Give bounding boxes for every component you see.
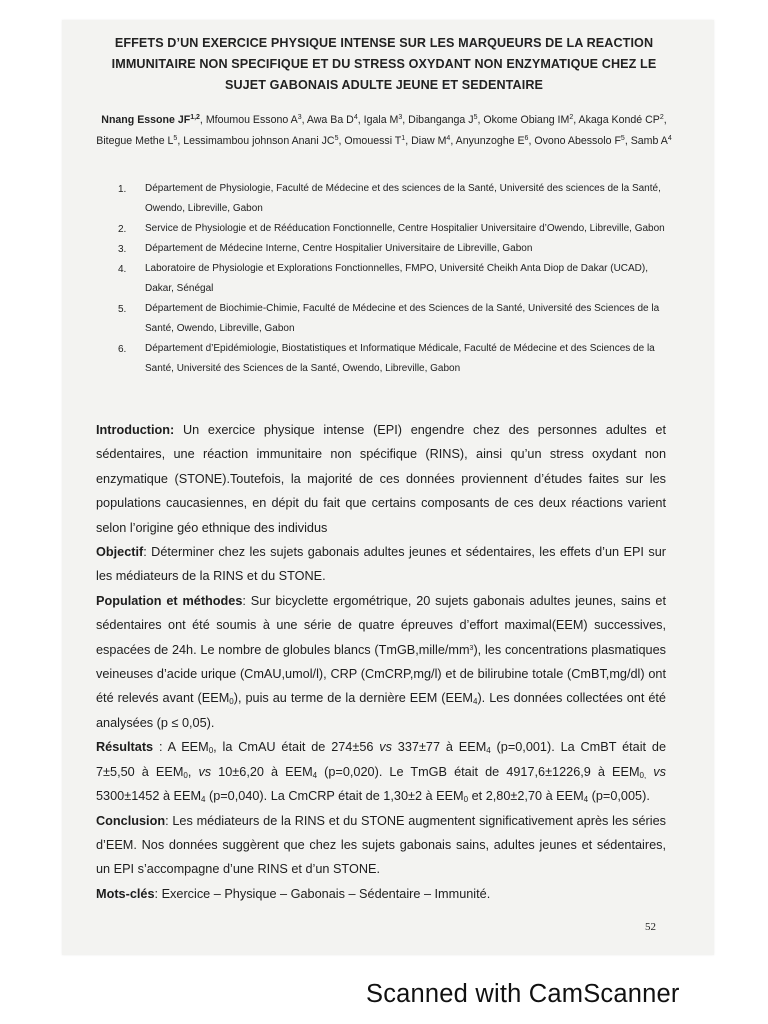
affiliation-text: Département d’Epidémiologie, Biostatistiques et Informatique Médicale, Faculté de Médecine et des Sciences de la Santé, Université des Sciences de la Santé, Owendo, Libreville, Gabon <box>145 343 655 374</box>
author: Okome Obiang IM <box>483 114 570 126</box>
affiliation-item <box>112 339 672 379</box>
introduction-label: Introduction: <box>96 423 175 437</box>
author: Nnang Essone JF <box>101 114 191 126</box>
methods-label: Population et méthodes <box>96 593 243 608</box>
results-paragraph: Résultats : A $EEM_0$, la CmAU était de 274±56 vs 337±77 à $EEM_4$ (p=0,001). La CmBT était de 7±5,50 à $EEM_0$, vs 10±6,20 à $EEM_4$ (p=0,020). Le TmGB était de 4917,6±1226,9 à $EEM_{0,}$ vs 5300±1452 à $EEM_4$ (p=0,040). La CmCRP était de 1,30±2 à $EEM_0$ et 2,80±2,70 à $EEM_4$ (p=0,005). <box>96 740 666 805</box>
author: Diaw M <box>411 135 447 147</box>
abstract-body <box>96 418 666 906</box>
introduction-paragraph: Introduction: Un exercice physique intense (EPI) engendre chez des personnes adultes et sédentaires, une réaction immunitaire non spécifique (RINS), ainsi qu’un stress oxydant non enzymatique (STONE).Toutefois, la majorité de ces données proviennent d’études faites sur les populations caucasiennes, en dépit du fait que certains composants de ces deux réactions varient selon l’origine géo ethnique des individus <box>96 423 666 535</box>
affiliation-text: Service de Physiologie et de Rééducation Fonctionnelle, Centre Hospitalier Universitaire d’Owendo, Libreville, Gabon <box>145 223 665 234</box>
objective-paragraph: Objectif: Déterminer chez les sujets gabonais adultes jeunes et sédentaires, les effets d’un EPI sur les médiateurs de la RINS et du STONE. <box>96 545 666 584</box>
author-list: Nnang Essone JF$^{1,2}$, Mfoumou Essono $A^3$, Awa Ba $D^4$, Igala $M^3$, Dibanganga $J^5$, Okome Obiang $IM^2$, Akaga Kondé $CP^2$, Bitegue Methe $L^5$, Lessimambou johnson Anani $JC^5$, Omouessi $T^1$, Diaw $M^4$, Anyunzoghe $E^6$, Ovono Abessolo $F^5$, Samb $A^4$ <box>96 114 672 147</box>
affiliation-text: Département de Médecine Interne, Centre Hospitalier Universitaire de Libreville, Gabon <box>145 243 533 254</box>
affiliation-text: Département de Biochimie-Chimie, Faculté de Médecine et des Sciences de la Santé, Université des Sciences de la Santé, Owendo, Libreville, Gabon <box>145 303 660 334</box>
affiliation-text: Laboratoire de Physiologie et Explorations Fonctionnelles, FMPO, Université Cheikh Anta Diop de Dakar (UCAD), Dakar, Sénégal <box>145 263 649 294</box>
affiliation-number: 2. <box>118 224 127 235</box>
conclusion-label: Conclusion <box>96 813 166 828</box>
author: Samb A <box>630 135 668 147</box>
affiliation-item <box>112 219 672 239</box>
affiliation-list <box>112 179 672 379</box>
affiliation-text: Département de Physiologie, Faculté de Médecine et des sciences de la Santé, Université des sciences de la Santé, Owendo, Libreville, Gabon <box>145 183 661 214</box>
author: Anyunzoghe E <box>455 135 525 147</box>
page-number: 52 <box>645 921 656 933</box>
affiliation-item <box>112 239 672 259</box>
conclusion-paragraph: Conclusion: Les médiateurs de la RINS et du STONE augmentent significativement après les séries d’EEM. Nos données suggèrent que chez les sujets gabonais sains, adultes jeunes et sédentaires, un EPI s’accompagne d’une RINS et d’un STONE. <box>96 813 666 877</box>
affiliation-item <box>112 259 672 299</box>
affiliation-item <box>112 299 672 339</box>
affiliation-number: 3. <box>118 244 127 255</box>
author: Ovono Abessolo F <box>534 135 621 147</box>
author: Bitegue Methe L <box>96 135 174 147</box>
author: Omouessi T <box>344 135 402 147</box>
affiliation-number: 5. <box>118 304 127 315</box>
camscanner-watermark: Scanned with CamScanner <box>366 980 680 1008</box>
affiliation-number: 6. <box>118 344 127 355</box>
author: Dibanganga J <box>408 114 474 126</box>
paper-title: EFFETS D’UN EXERCICE PHYSIQUE INTENSE SUR LES MARQUEURS DE LA REACTION IMMUNITAIRE NON SPECIFIQUE ET DU STRESS OXYDANT NON ENZYMATIQUE CHEZ LE SUJET GABONAIS ADULTE JEUNE ET SEDENTAIRE <box>111 36 657 92</box>
author: Akaga Kondé CP <box>578 114 660 126</box>
affiliation-number: 1. <box>118 184 127 195</box>
author: Igala M <box>363 114 399 126</box>
keywords-paragraph: Mots-clés: Exercice – Physique – Gabonais – Sédentaire – Immunité. <box>96 886 491 901</box>
affiliation-item <box>112 179 672 219</box>
author: Awa Ba D <box>306 114 354 126</box>
author: Mfoumou Essono A <box>205 114 298 126</box>
author: Lessimambou johnson Anani JC <box>183 135 335 147</box>
objective-label: Objectif <box>96 545 144 560</box>
methods-paragraph: Population et méthodes: Sur bicyclette ergométrique, 20 sujets gabonais adultes jeunes, sains et sédentaires ont été soumis à une série de quatre épreuves d’effort maximal(EEM) successives, espacées de 24h. Le nombre de globules blancs $(TmGB,mille/mm^3)$, les concentrations plasmatiques veineuses d’acide urique (CmAU,umol/l), CRP (CmCRP,mg/l) et de bilirubine totale (CmBT,mg/dl) ont été relevés avant $(EEM_0)$, puis au terme de la dernière EEM $(EEM_4)$. Les données collectées ont été analysées (p ≤ 0,05). <box>96 593 666 730</box>
keywords-label: Mots-clés <box>96 886 155 901</box>
results-label: Résultats <box>96 740 154 755</box>
affiliation-number: 4. <box>118 264 127 275</box>
